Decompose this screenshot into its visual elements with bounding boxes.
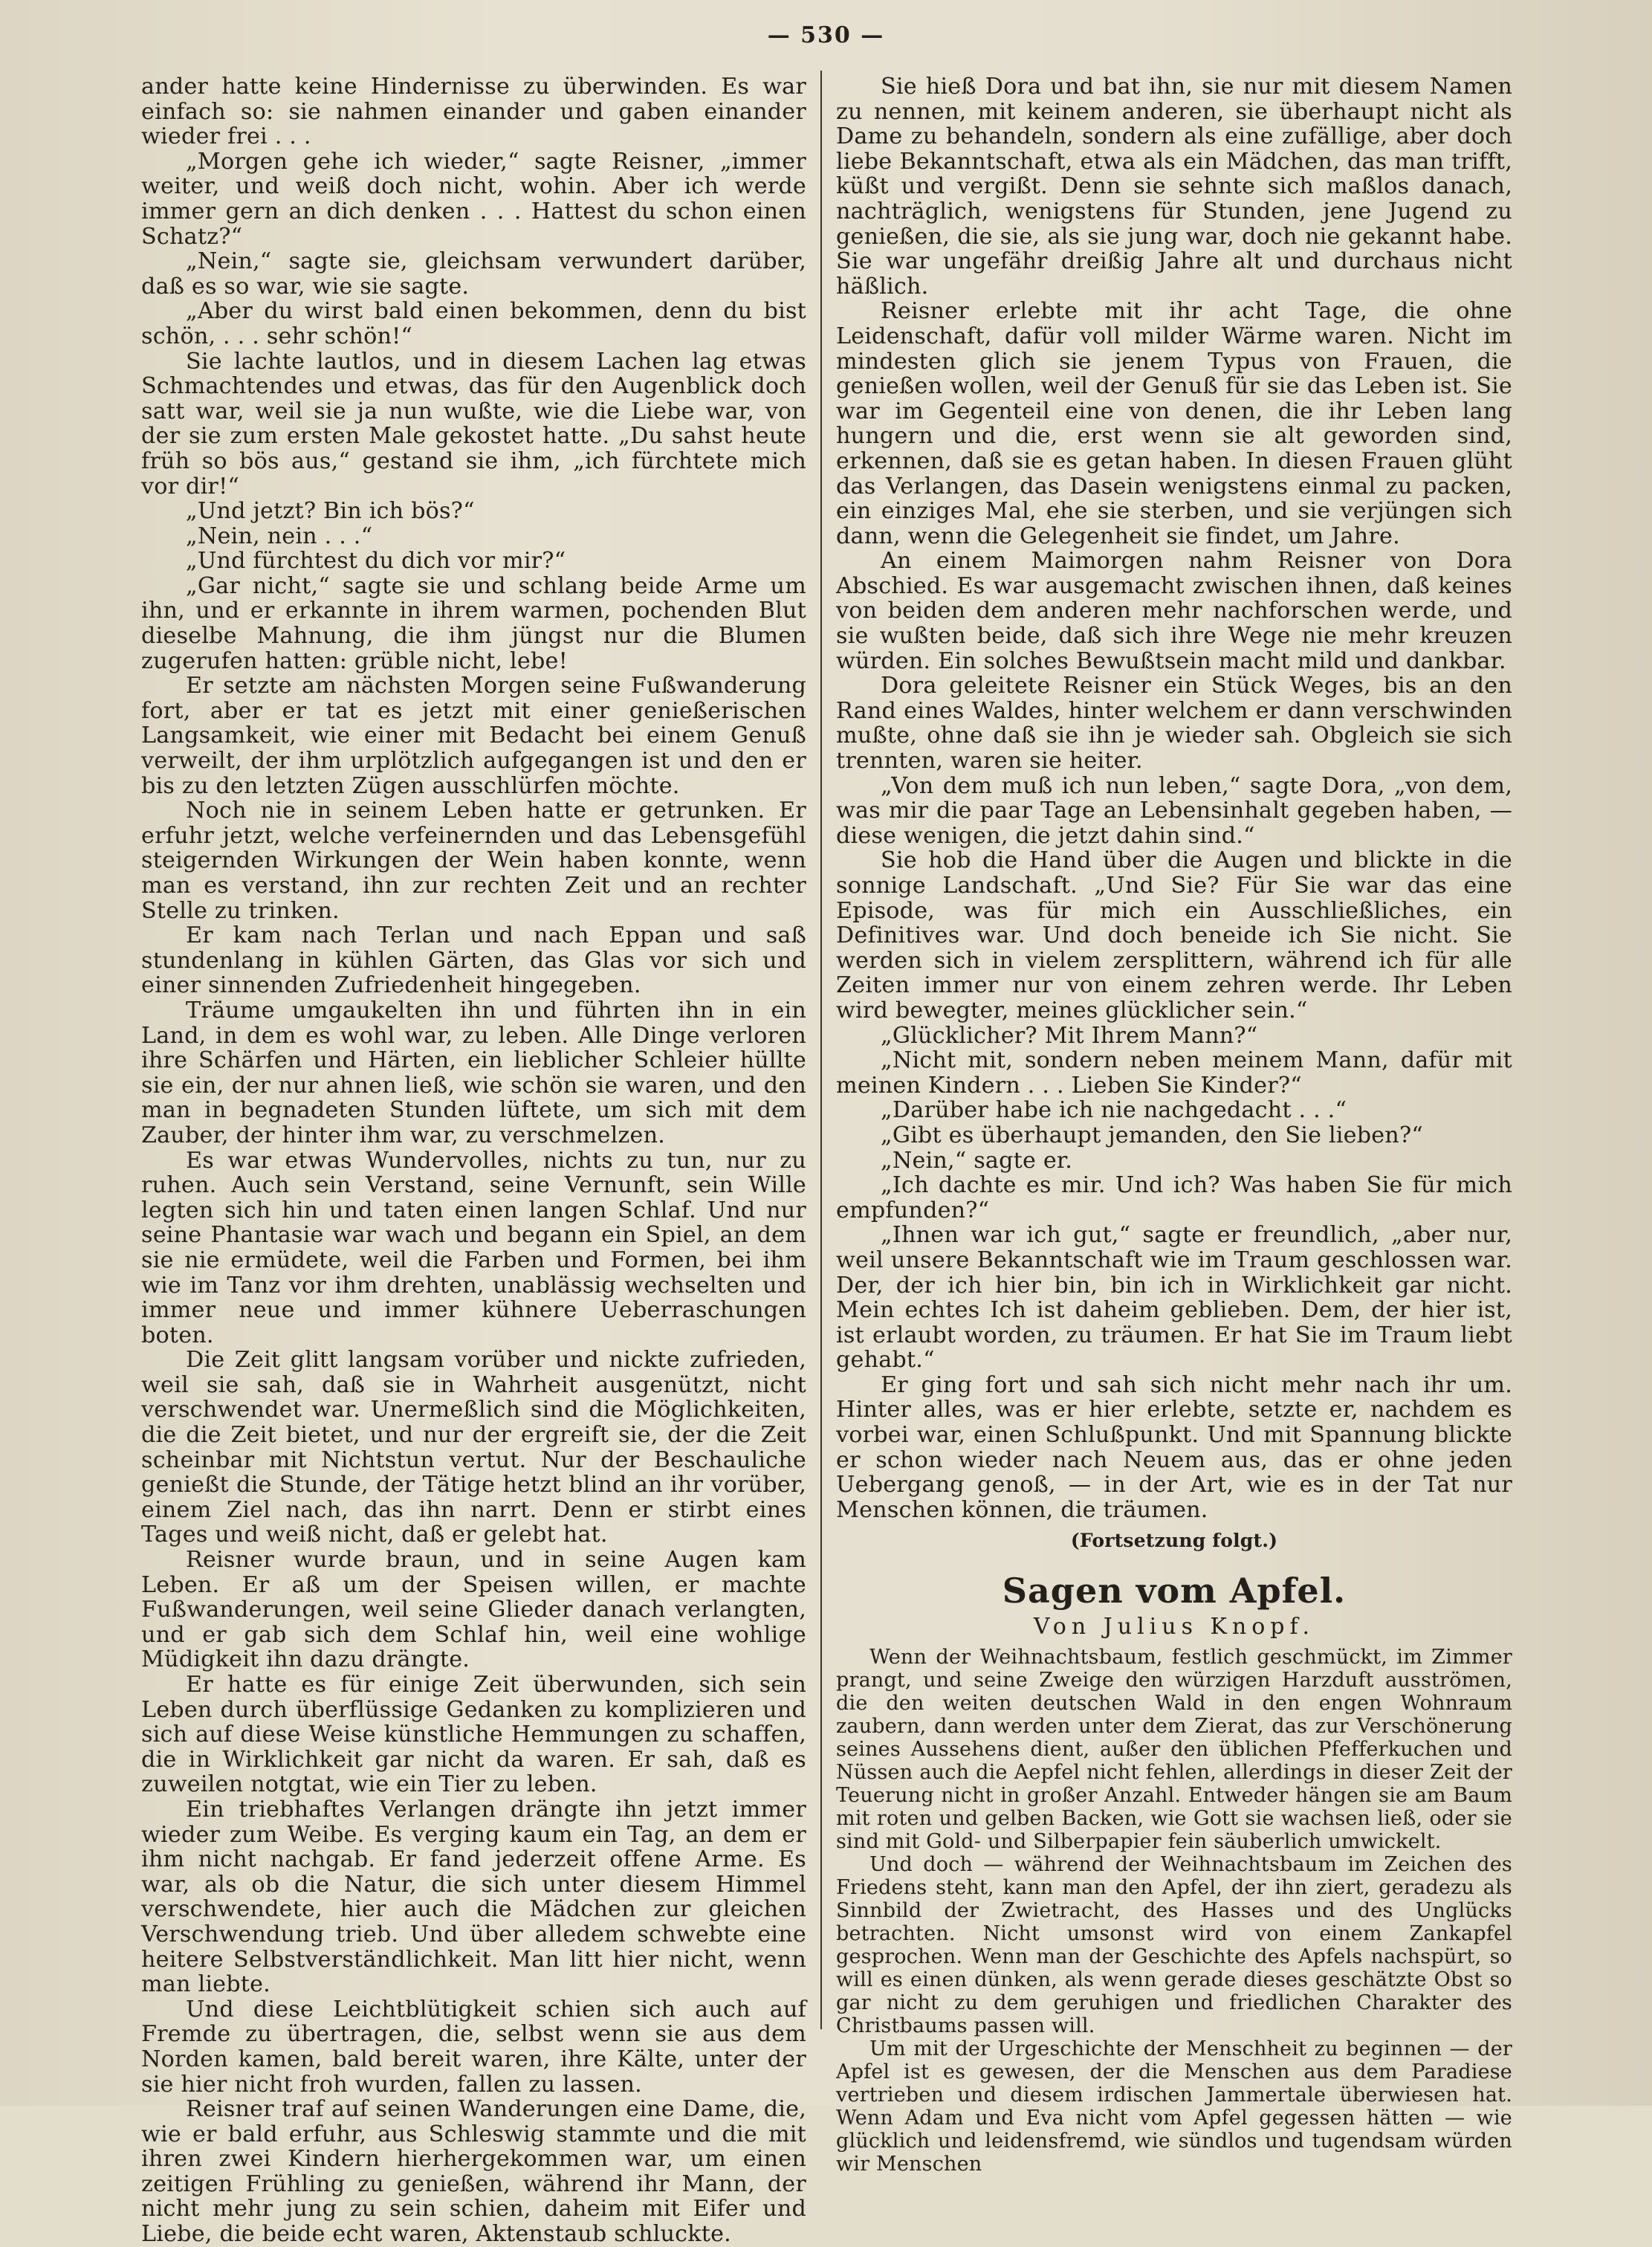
page-number: — 530 — bbox=[767, 22, 885, 48]
paragraph: „Gibt es überhaupt jemanden, den Sie lieben?“ bbox=[881, 1122, 1423, 1148]
paragraph: Noch nie in seinem Leben hatte er getrunken. Er erfuhr jetzt, welche verfeinernden und das Lebensgefühl steigernden Wirkungen der Wein haben konnte, wenn man es verstand, ihn zur rechten Zeit und an rechter Stelle zu trinken. bbox=[141, 798, 806, 924]
paragraph: Sie hob die Hand über die Augen und blickte in die sonnige Landschaft. „Und Sie? Für Sie war das eine Episode, was für mich ein Ausschließliches, ein Definitives war. Und doch beneide ich Sie nicht. Sie werden sich in vielem zersplittern, während ich für alle Zeiten immer nur von einem zehren werde. Ihr Leben wird bewegter, meines glücklicher sein.“ bbox=[836, 847, 1512, 1024]
article-paragraph: Und doch — während der Weihnachtsbaum im Zeichen des Friedens steht, kann man den Apfel, der ihn ziert, geradezu als Sinnbild der Zwietracht, des Hasses und des Unglücks betrachten. Nicht umsonst wird von einem Zankapfel gesprochen. Wenn man der Geschichte des Apfels nachspürt, so will es einen dünken, als wenn gerade dieses geschätzte Obst so gar nicht zu dem geruhigen und friedlichen Charakter des Christbaums passen will. bbox=[836, 1852, 1512, 2037]
right-column bbox=[836, 74, 1512, 2176]
paragraph: „Und fürchtest du dich vor mir?“ bbox=[186, 548, 566, 575]
paragraph: Er setzte am nächsten Morgen seine Fußwanderung fort, aber er tat es jetzt mit einer genießerischen Langsamkeit, wie einer mit Bedacht bei einem Genuß verweilt, der ihm urplötzlich aufgegangen ist und den er bis zu den letzten Zügen ausschlürfen möchte. bbox=[141, 673, 806, 799]
paragraph: „Gar nicht,“ sagte sie und schlang beide Arme um ihn, und er erkannte in ihrem warmen, pochenden Blut dieselbe Mahnung, die ihm jüngst nur die Blumen zugerufen hatten: grüble nicht, lebe! bbox=[141, 572, 806, 674]
paragraph: „Glücklicher? Mit Ihrem Mann?“ bbox=[881, 1022, 1258, 1049]
paragraph: „Ich dachte es mir. Und ich? Was haben Sie für mich empfunden?“ bbox=[836, 1172, 1512, 1223]
paragraph: „Darüber habe ich nie nachgedacht . . .“ bbox=[881, 1097, 1347, 1124]
paragraph: Er ging fort und sah sich nicht mehr nach ihr um. Hinter alles, was er hier erlebte, setzte er, nachdem es vorbei war, einen Schlußpunkt. Und mit Spannung blickte er schon wieder nach Neuem aus, das er ohne jeden Uebergang genoß, — in der Art, wie es in der Tat nur Menschen können, die träumen. bbox=[836, 1371, 1512, 1523]
paragraph: Die Zeit glitt langsam vorüber und nickte zufrieden, weil sie sah, daß sie in Wahrheit ausgenützt, nicht verschwendet war. Unermeßlich sind die Möglichkeiten, die die Zeit bietet, und nur der ergreift sie, der die Zeit scheinbar mit Nichtstun vertut. Nur der Beschauliche genießt die Stunde, der Tätige hetzt blind an ihr vorüber, einem Ziel nach, das ihn narrt. Denn er stirbt eines Tages und weiß nicht, daß er gelebt hat. bbox=[141, 1347, 806, 1548]
article-title: Sagen vom Apfel. bbox=[1002, 1571, 1347, 1611]
paragraph: ander hatte keine Hindernisse zu überwinden. Es war einfach so: sie nahmen einander und gaben einander wieder frei . . . bbox=[141, 74, 806, 150]
paragraph: Träume umgaukelten ihn und führten ihn in ein Land, in dem es wohl war, zu leben. Alle Dinge verloren ihre Schärfen und Härten, ein lieblicher Schleier hüllte sie ein, der nur ahnen ließ, wie schön sie waren, und den man in begnadeten Stunden lüftete, um sich mit dem Zauber, der hinter ihm war, zu verschmelzen. bbox=[141, 997, 806, 1148]
paragraph: „Nicht mit, sondern neben meinem Mann, dafür mit meinen Kindern . . . Lieben Sie Kinder?“ bbox=[836, 1047, 1512, 1099]
article-paragraph: Wenn der Weihnachtsbaum, festlich geschmückt, im Zimmer prangt, und seine Zweige den würzigen Harzduft ausströmen, die den weiten deutschen Wald in den engen Wohnraum zaubern, dann werden unter dem Zierat, das zur Verschönerung seines Aussehens dient, außer den üblichen Pfefferkuchen und Nüssen auch die Aepfel nicht fehlen, allerdings in dieser Zeit der Teuerung nicht in großer Anzahl. Entweder hängen sie am Baum mit roten und gelben Backen, wie Gott sie wachsen ließ, oder sie sind mit Gold- und Silberpapier fein säuberlich umwickelt. bbox=[836, 1645, 1512, 1853]
paragraph: Reisner wurde braun, und in seine Augen kam Leben. Er aß um der Speisen willen, er machte Fußwanderungen, weil seine Glieder danach verlangten, und er gab sich dem Schlaf hin, weil eine wohlige Müdigkeit ihn dazu drängte. bbox=[141, 1547, 806, 1673]
continuation-note: (Fortsetzung folgt.) bbox=[1070, 1530, 1278, 1552]
article-author: Von Julius Knopf. bbox=[1033, 1614, 1315, 1640]
paragraph: „Und jetzt? Bin ich bös?“ bbox=[186, 498, 475, 525]
paragraph: Sie hieß Dora und bat ihn, sie nur mit diesem Namen zu nennen, mit keinem anderen, sie überhaupt nicht als Dame zu behandeln, sondern als eine zufällige, aber doch liebe Bekanntschaft, etwa als ein Mädchen, das man trifft, küßt und vergißt. Denn sie sehnte sich maßlos danach, nachträglich, wenigstens für Stunden, jene Jugend zu genießen, die sie, als sie jung war, doch nie gekannt habe. Sie war ungefähr dreißig Jahre alt und durchaus nicht häßlich. bbox=[836, 74, 1512, 300]
left-column bbox=[141, 74, 806, 2247]
paragraph: Und diese Leichtblütigkeit schien sich auch auf Fremde zu übertragen, die, selbst wenn sie aus dem Norden kamen, bald bereit waren, ihre Kälte, unter der sie hier nicht froh wurden, fallen zu lassen. bbox=[141, 1996, 806, 2098]
paragraph: Dora geleitete Reisner ein Stück Weges, bis an den Rand eines Waldes, hinter welchem er dann verschwinden mußte, ohne daß sie ihn je wieder sah. Obgleich sie sich trennten, waren sie heiter. bbox=[836, 673, 1512, 775]
article-paragraph: Um mit der Urgeschichte der Menschheit zu beginnen — der Apfel ist es gewesen, der die Menschen aus dem Paradiese vertrieben und diesem irdischen Jammertale überwiesen hat. Wenn Adam und Eva nicht vom Apfel gegessen hätten — wie glücklich und leidensfremd, wie sündlos und tugendsam würden wir Menschen bbox=[836, 2037, 1512, 2176]
paragraph: Er hatte es für einige Zeit überwunden, sich sein Leben durch überflüssige Gedanken zu komplizieren und sich auf diese Weise künstliche Hemmungen zu schaffen, die in Wirklichkeit gar nicht da waren. Er sah, daß es zuweilen notgtat, wie ein Tier zu leben. bbox=[141, 1672, 806, 1798]
paragraph: Sie lachte lautlos, und in diesem Lachen lag etwas Schmachtendes und etwas, das für den Augenblick doch satt war, weil sie ja nun wußte, wie die Liebe war, von der sie zum ersten Male gekostet hatte. „Du sahst heute früh so bös aus,“ gestand sie ihm, „ich fürchtete mich vor dir!“ bbox=[141, 348, 806, 499]
paragraph: „Morgen gehe ich wieder,“ sagte Reisner, „immer weiter, und weiß doch nicht, wohin. Aber ich werde immer gern an dich denken . . . Hattest du schon einen Schatz?“ bbox=[141, 148, 806, 250]
paragraph: Reisner traf auf seinen Wanderungen eine Dame, die, wie er bald erfuhr, aus Schleswig stammte und die mit ihren zwei Kindern hierhergekommen war, um einen zeitigen Frühling zu genießen, während ihr Mann, der nicht mehr jung zu sein schien, daheim mit Eifer und Liebe, die beide echt waren, Aktenstaub schluckte. bbox=[141, 2096, 806, 2247]
paragraph: Er kam nach Terlan und nach Eppan und saß stundenlang in kühlen Gärten, das Glas vor sich und einer sinnenden Zufriedenheit hingegeben. bbox=[141, 922, 806, 999]
paragraph: „Von dem muß ich nun leben,“ sagte Dora, „von dem, was mir die paar Tage an Lebensinhalt gegeben haben, — diese wenigen, die jetzt dahin sind.“ bbox=[836, 772, 1512, 849]
paragraph: Es war etwas Wundervolles, nichts zu tun, nur zu ruhen. Auch sein Verstand, seine Vernunft, sein Wille legten sich hin und taten einen langen Schlaf. Und nur seine Phantasie war wach und begann ein Spiel, an dem sie nie ermüdete, weil die Farben und Formen, bei ihm wie im Tanz vor ihm drehten, unablässig wechselten und immer neue und immer kühnere Ueberraschungen boten. bbox=[141, 1147, 806, 1348]
paragraph: An einem Maimorgen nahm Reisner von Dora Abschied. Es war ausgemacht zwischen ihnen, daß keines von beiden dem anderen mehr nachforschen werde, und sie wußten beide, daß sich ihre Wege nie mehr kreuzen würden. Ein solches Bewußtsein macht mild und dankbar. bbox=[836, 548, 1512, 674]
paragraph: „Nein, nein . . .“ bbox=[186, 523, 373, 549]
paragraph: „Nein,“ sagte sie, gleichsam verwundert darüber, daß es so war, wie sie sagte. bbox=[141, 248, 806, 300]
article-body bbox=[836, 1646, 1512, 2176]
paragraph: Ein triebhaftes Verlangen drängte ihn jetzt immer wieder zum Weibe. Es verging kaum ein Tag, an dem er ihm nicht nachgab. Er fand jederzeit offene Arme. Es war, als ob die Natur, die sich unter diesem Himmel verschwendete, hier auch die Mädchen zur gleichen Verschwendung trieb. Und über alledem schwebte eine heitere Selbstverständlichkeit. Man litt hier nicht, wenn man liebte. bbox=[141, 1796, 806, 1998]
paragraph: „Nein,“ sagte er. bbox=[881, 1147, 1073, 1174]
column-divider bbox=[820, 71, 822, 2029]
paragraph: „Ihnen war ich gut,“ sagte er freundlich, „aber nur, weil unsere Bekanntschaft wie im Traum geschlossen war. Der, der ich hier bin, bin ich in Wirklichkeit gar nicht. Mein echtes Ich ist daheim geblieben. Dem, der hier ist, ist erlaubt worden, zu träumen. Er hat Sie im Traum liebt gehabt.“ bbox=[836, 1222, 1512, 1374]
paragraph: Reisner erlebte mit ihr acht Tage, die ohne Leidenschaft, dafür voll milder Wärme waren. Nicht im mindesten glich sie jenem Typus von Frauen, die genießen wollen, weil der Genuß für sie das Leben ist. Sie war im Gegenteil eine von denen, die ihr Leben lang hungern und die, erst wenn sie alt geworden sind, erkennen, daß sie es getan haben. In diesen Frauen glüht das Verlangen, das Dasein wenigstens einmal zu packen, ein einziges Mal, ehe sie sterben, und sie verjüngen sich dann, wenn die Gelegenheit sie findet, um Jahre. bbox=[836, 298, 1512, 549]
paragraph: „Aber du wirst bald einen bekommen, denn du bist schön, . . . sehr schön!“ bbox=[141, 298, 806, 349]
